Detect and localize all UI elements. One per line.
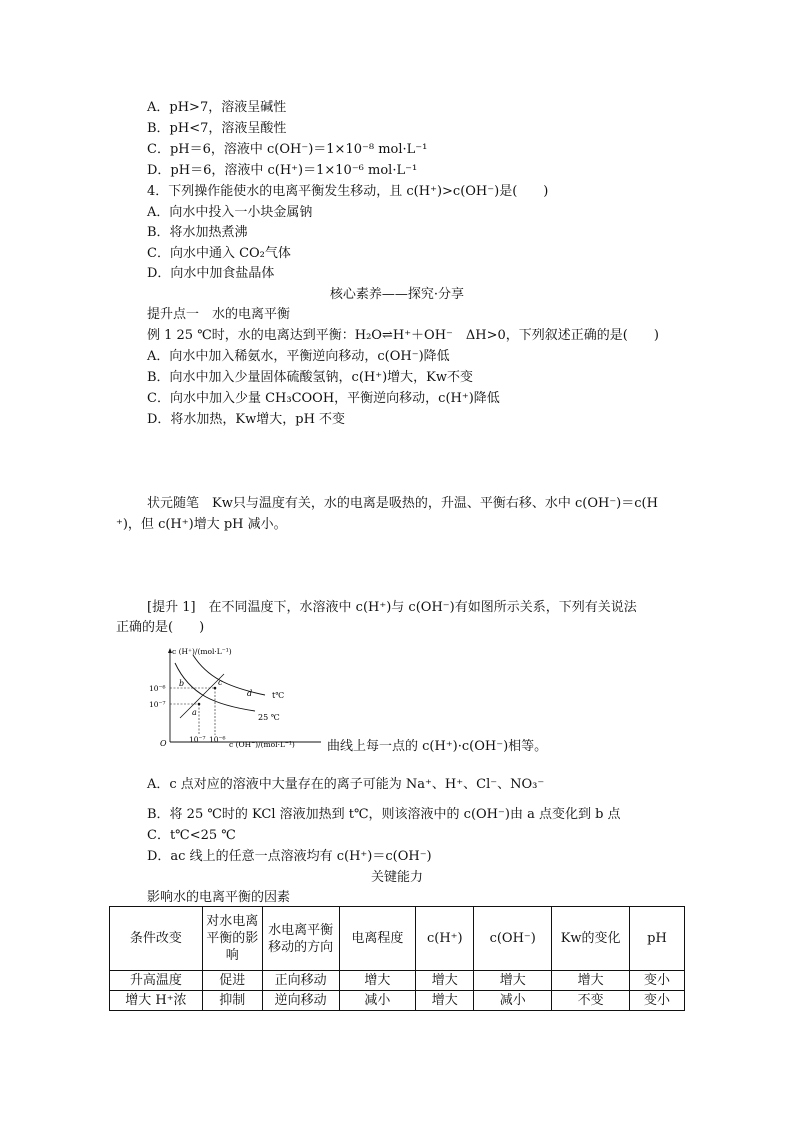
table-cell: 正向移动	[262, 971, 339, 991]
curve-25-label: 25 ℃	[258, 713, 280, 722]
key-ability-heading: 关键能力	[370, 870, 423, 885]
table-cell: 减小	[339, 991, 416, 1011]
q3-option-d: D．pH＝6，溶液中 c(H⁺)＝1×10⁻⁶ mol·L⁻¹	[147, 163, 418, 178]
practice-option-b: B．将 25 ℃时的 KCl 溶液加热到 t℃，则该溶液中的 c(OH⁻)由 a 点变化到 b 点	[147, 807, 621, 822]
q3-option-b: B．pH<7，溶液呈酸性	[147, 121, 287, 136]
origin-label: O	[160, 739, 167, 748]
table-cell: 增大	[339, 971, 416, 991]
table-row	[110, 971, 685, 991]
figure-caption: 曲线上每一点的 c(H⁺)·c(OH⁻)相等。	[327, 739, 548, 754]
x-tick-low: 10⁻⁷	[189, 735, 206, 744]
practice-line-1: [提升 1] 在不同温度下，水溶液中 c(H⁺)与 c(OH⁻)有如图所示关系，下列有关说法	[147, 600, 637, 615]
header-cell: pH	[630, 907, 685, 971]
x-tick-high: 10⁻⁶	[209, 735, 226, 744]
header-cell: c(OH⁻)	[474, 907, 552, 971]
table-header-row	[110, 907, 685, 971]
table-cell: 增大	[416, 971, 474, 991]
curve-t	[193, 655, 265, 695]
header-cell: 对水电离平衡的影响	[202, 907, 262, 971]
header-cell: c(H⁺)	[416, 907, 474, 971]
q4-option-b: B．将水加热煮沸	[147, 225, 248, 240]
table-cell: 减小	[474, 991, 552, 1011]
practice-option-d: D．ac 线上的任意一点溶液均有 c(H⁺)＝c(OH⁻)	[147, 849, 432, 864]
example-option-b: B．向水中加入少量固体硫酸氢钠，c(H⁺)增大，Kw不变	[147, 370, 474, 385]
q4-stem: 4．下列操作能使水的电离平衡发生移动，且 c(H⁺)>c(OH⁻)是( )	[147, 184, 549, 199]
point-heading: 提升点一 水的电离平衡	[147, 307, 291, 322]
header-cell: 条件改变	[110, 907, 203, 971]
note-line-2: ⁺)，但 c(H⁺)增大 pH 减小。	[116, 517, 287, 532]
q4-option-d: D．向水中加食盐晶体	[147, 266, 275, 281]
table-cell: 增大 H⁺浓	[110, 991, 203, 1011]
q4-option-c: C．向水中通入 CO₂气体	[147, 246, 291, 261]
ion-product-graph	[145, 645, 325, 750]
table-cell: 促进	[202, 971, 262, 991]
header-cell: Kw的变化	[552, 907, 630, 971]
point-a-marker	[198, 703, 201, 706]
table-cell: 变小	[630, 991, 685, 1011]
point-c-marker	[214, 687, 217, 690]
table-cell: 增大	[552, 971, 630, 991]
factors-table	[109, 906, 685, 1011]
table-cell: 不变	[552, 991, 630, 1011]
example-option-a: A．向水中加入稀氨水，平衡逆向移动，c(OH⁻)降低	[147, 349, 450, 364]
example-stem: 例 1 25 ℃时，水的电离达到平衡：H₂O⇌H⁺＋OH⁻ ΔH>0，下列叙述正确的是( )	[147, 328, 659, 343]
x-axis-label: c (OH⁻)/(mol·L⁻¹)	[229, 740, 295, 749]
section-title: 核心素养——探究·分享	[329, 287, 465, 302]
header-cell: 电离程度	[339, 907, 416, 971]
table-cell: 变小	[630, 971, 685, 991]
y-axis-label: c (H⁺)/(mol·L⁻¹)	[172, 647, 232, 656]
table-cell: 逆向移动	[262, 991, 339, 1011]
practice-option-c: C．t℃<25 ℃	[147, 828, 236, 843]
table-cell: 抑制	[202, 991, 262, 1011]
point-a-label: a	[192, 708, 197, 717]
practice-option-a: A．c 点对应的溶液中大量存在的离子可能为 Na⁺、H⁺、Cl⁻、NO₃⁻	[147, 777, 545, 792]
practice-line-2: 正确的是( )	[116, 620, 205, 635]
point-c-label: c	[218, 678, 223, 687]
q3-option-a: A．pH>7，溶液呈碱性	[147, 100, 287, 115]
table-cell: 增大	[474, 971, 552, 991]
table-cell: 增大	[416, 991, 474, 1011]
q3-option-c: C．pH＝6，溶液中 c(OH⁻)＝1×10⁻⁸ mol·L⁻¹	[147, 142, 428, 157]
table-cell: 升高温度	[110, 971, 203, 991]
curve-t-label: t℃	[272, 691, 285, 700]
point-d-label: d	[247, 689, 253, 698]
y-tick-low: 10⁻⁷	[149, 700, 166, 709]
y-tick-high: 10⁻⁶	[149, 684, 166, 693]
example-option-d: D．将水加热，Kw增大，pH 不变	[147, 412, 346, 427]
q4-option-a: A．向水中投入一小块金属钠	[147, 205, 313, 220]
example-option-c: C．向水中加入少量 CH₃COOH，平衡逆向移动，c(H⁺)降低	[147, 391, 500, 406]
header-cell: 水电离平衡移动的方向	[262, 907, 339, 971]
note-line-1: 状元随笔 Kw只与温度有关，水的电离是吸热的，升温、平衡右移、水中 c(OH⁻)＝c(H	[147, 496, 658, 511]
point-b-label: b	[179, 679, 185, 688]
table-row	[110, 991, 685, 1011]
table-title: 影响水的电离平衡的因素	[147, 890, 291, 905]
